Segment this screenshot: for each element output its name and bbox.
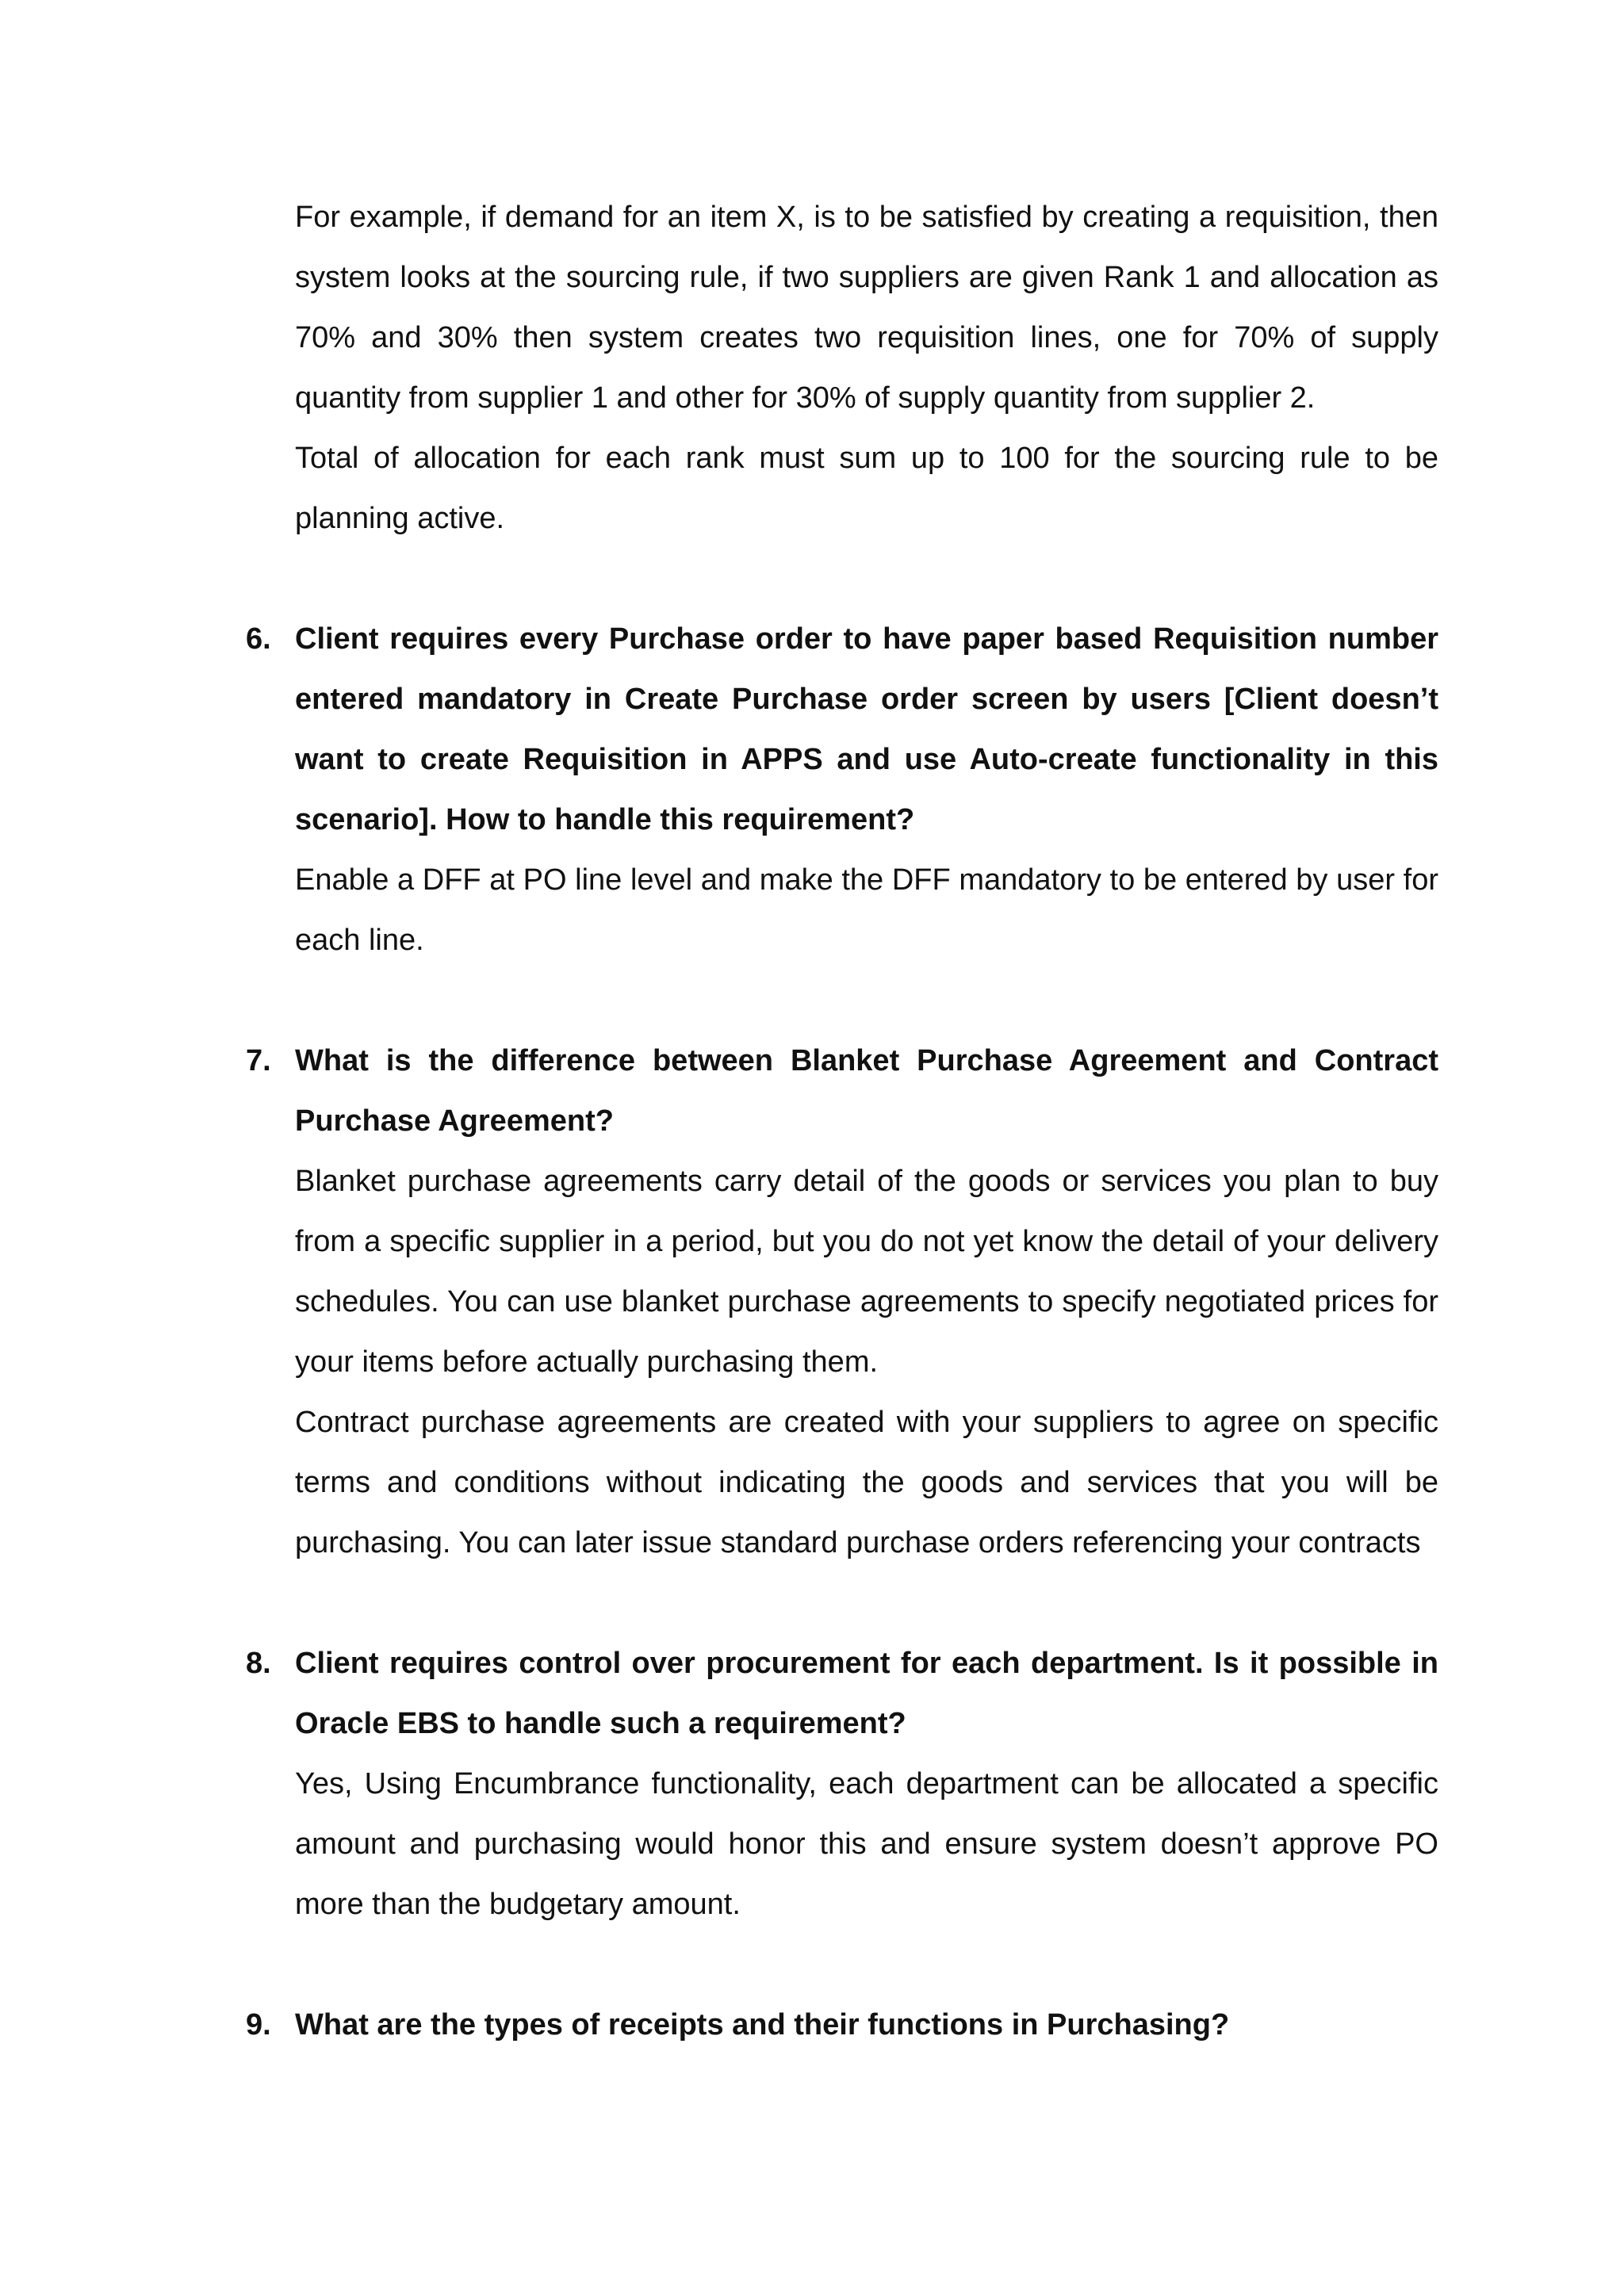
intro-section	[295, 187, 1438, 549]
question-text: 9. What are the types of receipts and their functions in Purchasing?	[295, 1995, 1438, 2055]
question-9	[246, 1995, 1438, 2055]
question-number: 8.	[246, 1647, 271, 1680]
question-text: 8. Client requires control over procurement for each department. Is it possible in Oracle EBS to handle such a requirement?	[295, 1633, 1438, 1754]
answer-paragraph: Yes, Using Encumbrance functionality, each department can be allocated a specific amount and purchasing would honor this and ensure system doesn’t approve PO more than the budgetary amount.	[295, 1767, 1438, 1921]
question-7	[246, 1031, 1438, 1573]
question-text: 7. What is the difference between Blanket Purchase Agreement and Contract Purchase Agreement?	[295, 1031, 1438, 1151]
question-text: 6. Client requires every Purchase order to have paper based Requisition number entered mandatory in Create Purchase order screen by users [Client doesn’t want to create Requisition in APPS and use Auto-create functionality in this scenario]. How to handle this requirement?	[295, 609, 1438, 850]
question-number: 6.	[246, 622, 271, 656]
answer-paragraph: Enable a DFF at PO line level and make the DFF mandatory to be entered by user for each line.	[295, 863, 1438, 957]
example-paragraph: For example, if demand for an item X, is to be satisfied by creating a requisition, then system looks at the sourcing rule, if two suppliers are given Rank 1 and allocation as 70% and 30% then system creates two requisition lines, one for 70% of supply quantity from supplier 1 and other for 30% of supply quantity from supplier 2.	[295, 201, 1438, 415]
question-8	[246, 1633, 1438, 1934]
question-6	[246, 609, 1438, 970]
answer-paragraph: Blanket purchase agreements carry detail of the goods or services you plan to buy from a specific supplier in a period, but you do not yet know the detail of your delivery schedules. You can use blanket purchase agreements to specify negotiated prices for your items before actually purchasing them.	[295, 1165, 1438, 1379]
question-number: 9.	[246, 2008, 271, 2042]
question-number: 7.	[246, 1044, 271, 1077]
total-allocation-paragraph: Total of allocation for each rank must sum up to 100 for the sourcing rule to be planning active.	[295, 442, 1438, 535]
answer-paragraph: Contract purchase agreements are created with your suppliers to agree on specific terms and conditions without indicating the goods and services that you will be purchasing. You can later issue standard purchase orders referencing your contracts	[295, 1406, 1438, 1559]
